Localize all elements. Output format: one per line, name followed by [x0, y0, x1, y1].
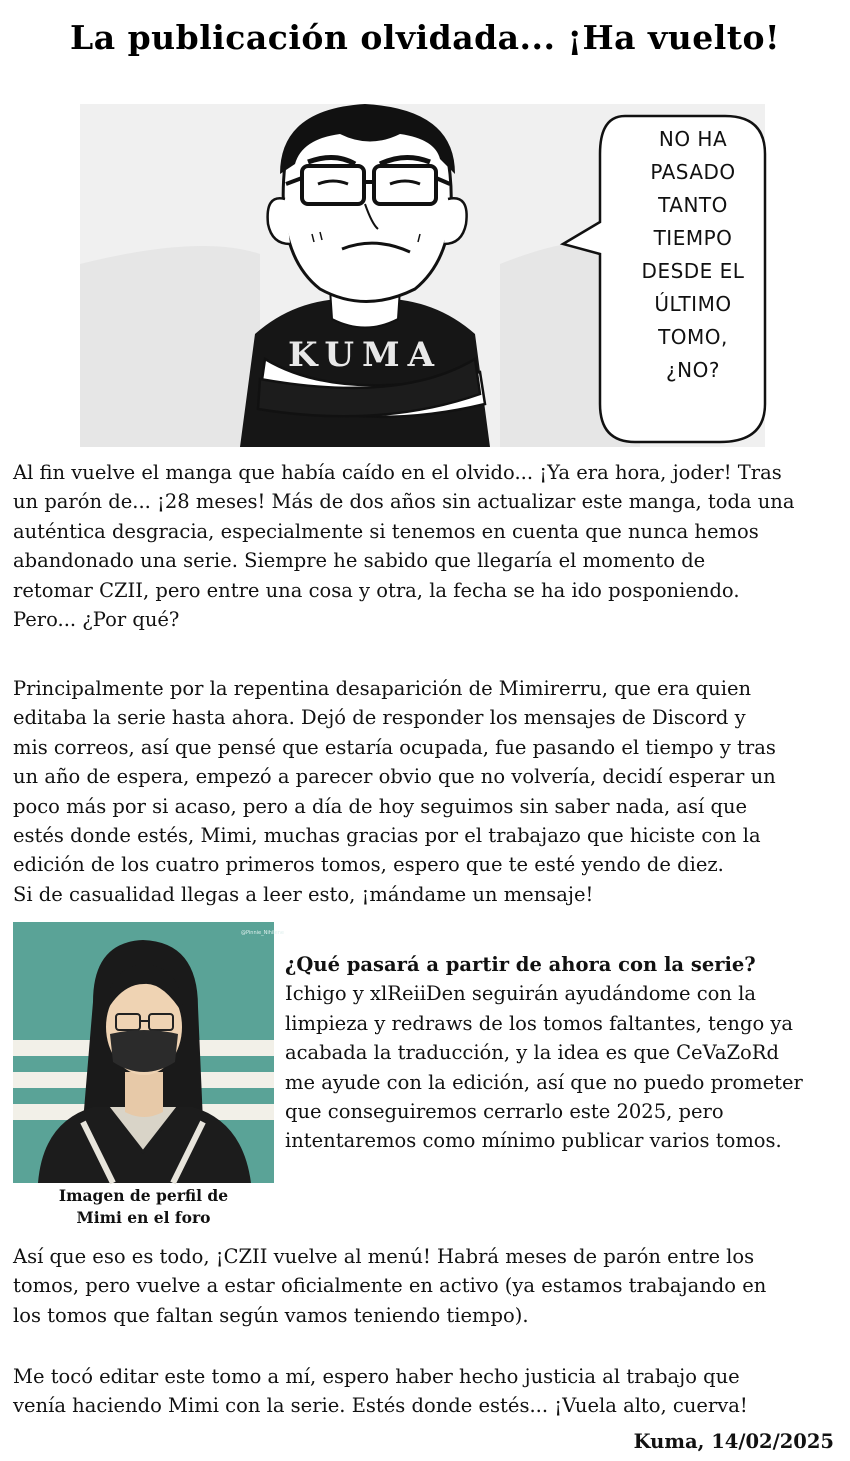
- manga-panel: [80, 104, 765, 447]
- text-line: Al fin vuelve el manga que había caído en el olvido... ¡Ya era hora, joder! Tras: [13, 461, 782, 484]
- shirt-text: KUMA: [287, 335, 443, 375]
- text-line: limpieza y redraws de los tomos faltantes, tengo ya: [285, 1011, 794, 1035]
- paragraph-reason: [13, 674, 838, 909]
- speech-bubble-text: [623, 123, 763, 387]
- text-line: los tomos que faltan según vamos teniendo tiempo).: [13, 1303, 529, 1327]
- text-line: Principalmente por la repentina desaparición de Mimirerru, que era quien: [13, 677, 752, 700]
- text-line: mis correos, así que pensé que estaría ocupada, fue pasando el tiempo y tras: [13, 735, 776, 759]
- text-line: me ayude con la edición, así que no puedo prometer: [285, 1070, 803, 1094]
- text-line: Me tocó editar este tomo a mí, espero haber hecho justicia al trabajo que: [13, 1365, 740, 1388]
- text-line: que conseguiremos cerrarlo este 2025, pero: [285, 1100, 724, 1124]
- section-heading: ¿Qué pasará a partir de ahora con la serie?: [285, 953, 756, 976]
- speech-line: NO HA: [658, 127, 728, 151]
- text-line: edición de los cuatro primeros tomos, espero que te esté yendo de diez.: [13, 853, 724, 877]
- avatar-image: [13, 922, 284, 1183]
- avatar-caption: [13, 1185, 274, 1229]
- text-line: abandonado una serie. Siempre he sabido que llegaría el momento de: [13, 549, 706, 573]
- speech-line: PASADO: [650, 160, 736, 184]
- text-line: poco más por si acaso, pero a día de hoy seguimos sin saber nada, así que: [13, 794, 748, 818]
- text-line: un parón de... ¡28 meses! Más de dos años sin actualizar este manga, toda una: [13, 490, 795, 514]
- svg-text:@Pinnie_Nihilene: @Pinnie_Nihilene: [241, 930, 284, 936]
- text-line: intentaremos como mínimo publicar varios tomos.: [285, 1129, 782, 1153]
- text-line: editaba la serie hasta ahora. Dejó de responder los mensajes de Discord y: [13, 706, 746, 730]
- text-line: estés donde estés, Mimi, muchas gracias por el trabajazo que hiciste con la: [13, 824, 761, 848]
- text-line: Ichigo y xlReiiDen seguirán ayudándome con la: [285, 982, 757, 1006]
- text-line: retomar CZII, pero entre una cosa y otra, la fecha se ha ido posponiendo.: [13, 578, 740, 602]
- page-title: La publicación olvidada... ¡Ha vuelto!: [70, 18, 780, 57]
- caption-line: Imagen de perfil de: [58, 1186, 229, 1205]
- speech-line: ÚLTIMO: [654, 292, 732, 316]
- paragraph-closing: [13, 1362, 838, 1421]
- caption-line: Mimi en el foro: [76, 1208, 211, 1227]
- speech-line: TANTO: [658, 193, 728, 217]
- speech-line: TOMO,: [658, 325, 728, 349]
- paragraph-intro: [13, 458, 838, 634]
- speech-line: ¿NO?: [666, 358, 720, 382]
- signature: Kuma, 14/02/2025: [633, 1430, 834, 1453]
- text-line: tomos, pero vuelve a estar oficialmente en activo (ya estamos trabajando en: [13, 1274, 767, 1298]
- text-line: un año de espera, empezó a parecer obvio que no volvería, decidí esperar un: [13, 765, 776, 789]
- text-line: Pero... ¿Por qué?: [13, 608, 180, 632]
- text-line: Si de casualidad llegas a leer esto, ¡mándame un mensaje!: [13, 882, 594, 906]
- paragraph-status: [13, 1242, 838, 1330]
- speech-line: DESDE EL: [641, 259, 745, 283]
- text-line: acabada la traducción, y la idea es que CeVaZoRd: [285, 1041, 779, 1065]
- text-line: Así que eso es todo, ¡CZII vuelve al menú! Habrá meses de parón entre los: [13, 1245, 755, 1268]
- future-section: [285, 950, 845, 1156]
- text-line: auténtica desgracia, especialmente si tenemos en cuenta que nunca hemos: [13, 519, 759, 543]
- speech-line: TIEMPO: [653, 226, 733, 250]
- text-line: venía haciendo Mimi con la serie. Estés donde estés... ¡Vuela alto, cuerva!: [13, 1394, 748, 1418]
